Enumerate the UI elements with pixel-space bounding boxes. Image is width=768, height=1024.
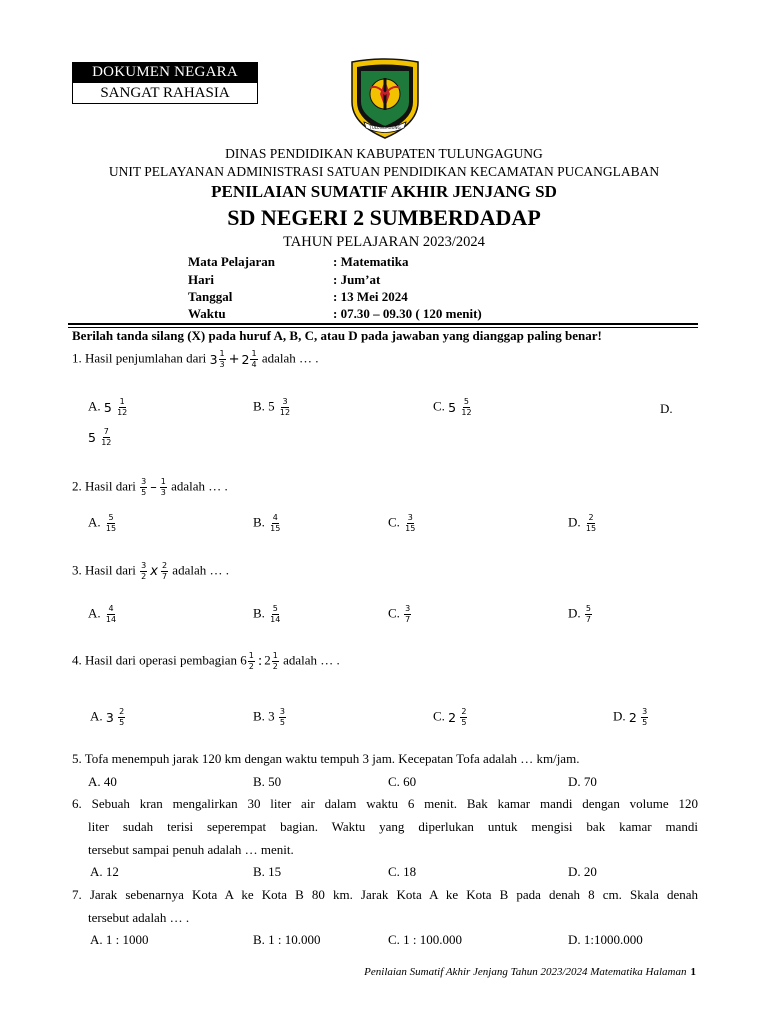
secrecy-label: SANGAT RAHASIA	[72, 83, 258, 104]
q1-option-a: A. 5 $\frac{1}{12}$	[88, 397, 128, 417]
info-value: : Jum’at	[333, 272, 381, 287]
info-value: : 07.30 – 09.30 ( 120 menit)	[333, 306, 482, 321]
info-label: Mata Pelajaran	[188, 254, 276, 269]
question-7-line-2: tersebut adalah … .	[88, 910, 190, 925]
page-number: 1	[690, 966, 696, 978]
q1-option-d-letter: D.	[660, 401, 673, 416]
unit-name: UNIT PELAYANAN ADMINISTRASI SATUAN PENDIDIKAN KECAMATAN PUCANGLABAN	[108, 164, 660, 179]
q5-option-a: A. 40	[88, 774, 117, 789]
question-1: 1. Hasil penjumlahan dari 3 $\frac{1}{3}$ + 2 $\frac{1}{4}$ adalah … .	[72, 349, 319, 369]
q6-option-a: A. 12	[90, 864, 119, 879]
q1-option-c: C. 5 $\frac{5}{12}$	[433, 397, 472, 417]
question-2: 2. Hasil dari $\frac{3}{5}$ – $\frac{1}{3}$ adalah … .	[72, 477, 228, 497]
q5-option-c: C. 60	[388, 774, 417, 789]
q7-option-c: C. 1 : 100.000	[388, 932, 463, 947]
instructions: Berilah tanda silang (X) pada huruf A, B, C, atau D pada jawaban yang dianggap paling benar!	[72, 328, 602, 343]
svg-text:TULUNGAGUNG: TULUNGAGUNG	[369, 125, 401, 130]
q6-option-d: D. 20	[568, 864, 597, 879]
agency-name: DINAS PENDIDIKAN KABUPATEN TULUNGAGUNG	[225, 146, 543, 161]
question-6-line-2: liter sudah terisi seperempat bagian. Waktu yang diperlukan untuk mengisi bak kamar mandi	[88, 819, 698, 834]
q4-option-a: A. 3 $\frac{2}{5}$	[90, 707, 125, 727]
page-footer	[364, 966, 696, 978]
tulungagung-emblem-logo	[346, 58, 424, 140]
question-6-line-1: 6. Sebuah kran mengalirkan 30 liter air dalam waktu 6 menit. Bak kamar mandi dengan volume 120	[72, 796, 698, 811]
info-label: Hari	[188, 272, 214, 287]
academic-year: TAHUN PELAJARAN 2023/2024	[283, 234, 485, 250]
q4-option-c: C. 2 $\frac{2}{5}$	[433, 707, 467, 727]
assessment-title: PENILAIAN SUMATIF AKHIR JENJANG SD	[211, 182, 557, 201]
q5-option-d: D. 70	[568, 774, 597, 789]
q3-option-a: A. $\frac{4}{14}$	[88, 604, 117, 624]
info-value: : 13 Mei 2024	[333, 289, 408, 304]
classification-label: DOKUMEN NEGARA	[72, 62, 258, 83]
question-3: 3. Hasil dari $\frac{3}{2}$ x $\frac{2}{7}$ adalah … .	[72, 561, 229, 581]
q7-option-b: B. 1 : 10.000	[253, 932, 321, 947]
q1-option-d-value: 5 $\frac{7}{12}$	[88, 427, 112, 447]
footer-text: Penilaian Sumatif Akhir Jenjang Tahun 2023/2024 Matematika Halaman	[364, 966, 687, 978]
q3-option-c: C. $\frac{3}{7}$	[388, 604, 411, 624]
question-7-line-1: 7. Jarak sebenarnya Kota A ke Kota B 80 km. Jarak Kota A ke Kota B pada denah 8 cm. Skala denah	[72, 887, 698, 902]
question-4: 4. Hasil dari operasi pembagian 6 $\frac{1}{2}$ : 2 $\frac{1}{2}$ adalah … .	[72, 651, 340, 671]
q2-option-a: A. $\frac{5}{15}$	[88, 513, 117, 533]
info-label: Waktu	[188, 306, 226, 321]
q6-option-b: B. 15	[253, 864, 282, 879]
q3-option-d: D. $\frac{5}{7}$	[568, 604, 591, 624]
q2-option-b: B. $\frac{4}{15}$	[253, 513, 281, 533]
q3-option-b: B. $\frac{5}{14}$	[253, 604, 281, 624]
q5-option-b: B. 50	[253, 774, 282, 789]
q1-option-b: B. 5 $\frac{3}{12}$	[253, 397, 291, 417]
question-5: 5. Tofa menempuh jarak 120 km dengan waktu tempuh 3 jam. Kecepatan Tofa adalah … km/jam.	[72, 751, 580, 766]
school-name: SD NEGERI 2 SUMBERDADAP	[227, 205, 541, 230]
q4-option-b: B. 3 $\frac{3}{5}$	[253, 707, 286, 727]
q7-option-d: D. 1:1000.000	[568, 932, 643, 947]
q2-option-d: D. $\frac{2}{15}$	[568, 513, 597, 533]
info-label: Tanggal	[188, 289, 233, 304]
q7-option-a: A. 1 : 1000	[90, 932, 149, 947]
q4-option-d: D. 2 $\frac{3}{5}$	[613, 707, 648, 727]
q6-option-c: C. 18	[388, 864, 417, 879]
question-6-line-3: tersebut sampai penuh adalah … menit.	[88, 842, 294, 857]
header-divider-thick	[68, 323, 698, 325]
document-classification-stamp	[72, 62, 258, 104]
q2-option-c: C. $\frac{3}{15}$	[388, 513, 416, 533]
info-value: : Matematika	[333, 254, 409, 269]
